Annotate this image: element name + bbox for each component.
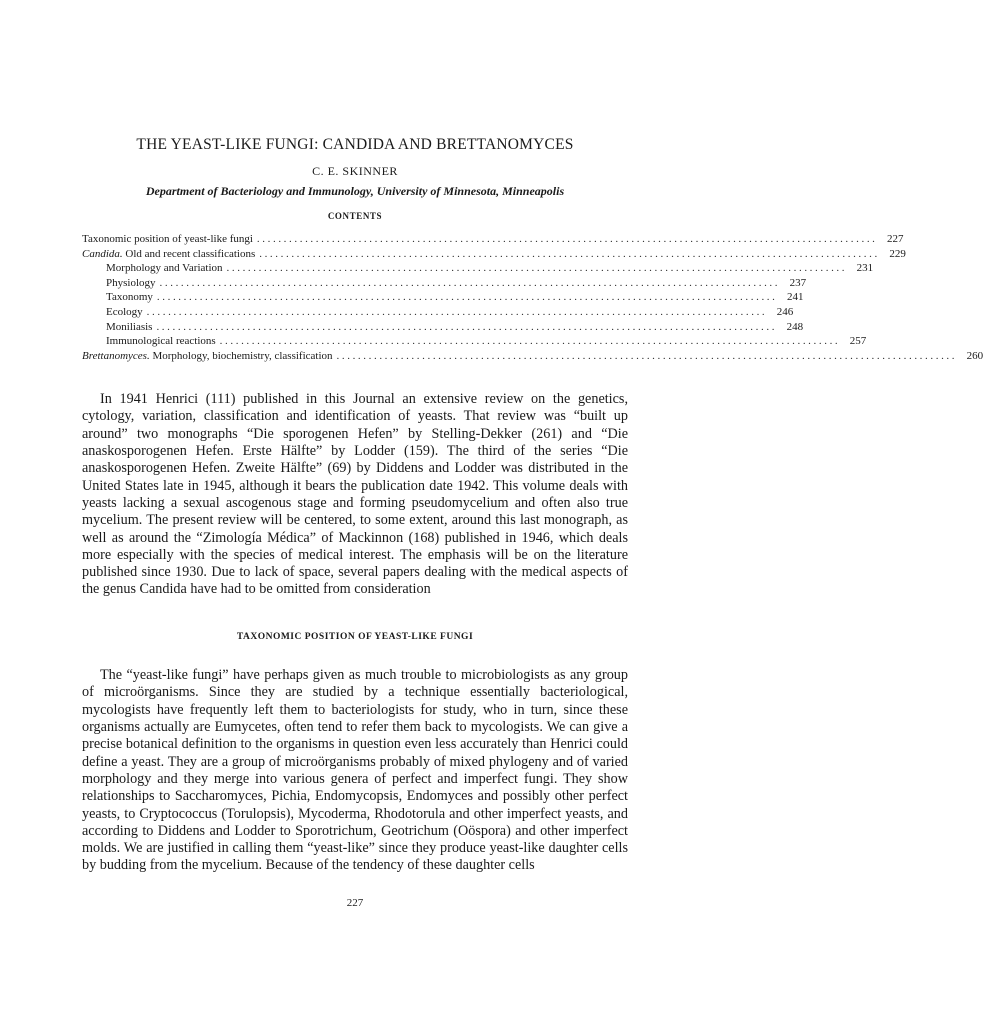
toc-leader-dots: .................................................................................................................... xyxy=(226,262,848,275)
toc-leader-dots: .................................................................................................................... xyxy=(336,349,958,362)
toc-entry[interactable] xyxy=(82,349,983,364)
toc-entry-label: Physiology xyxy=(106,276,156,289)
toc-leader-dots: .................................................................................................................... xyxy=(146,305,768,318)
author-name: C. E. SKINNER xyxy=(312,164,398,178)
toc-entry[interactable] xyxy=(82,290,804,305)
toc-entry[interactable] xyxy=(82,261,874,276)
toc-leader-dots: .................................................................................................................... xyxy=(219,335,841,348)
toc-entry-page: 229 xyxy=(889,247,906,260)
toc-entry[interactable] xyxy=(82,334,867,349)
toc-entry-page: 227 xyxy=(887,233,904,245)
author-affiliation: Department of Bacteriology and Immunology, University of Minnesota, Minneapolis xyxy=(145,184,565,198)
toc-entry-page: 257 xyxy=(849,335,867,348)
toc-entry-label: Brettanomyces. Morphology, biochemistry, classification xyxy=(82,349,333,362)
toc-entry[interactable] xyxy=(82,305,794,320)
toc-entry[interactable] xyxy=(82,232,904,247)
toc-entry-label: Taxonomic position of yeast-like fungi xyxy=(82,233,253,245)
toc-entry-label: Moniliasis xyxy=(106,320,153,333)
toc-entry-page: 248 xyxy=(786,320,804,333)
toc-entry-page: 241 xyxy=(787,291,804,304)
toc-leader-dots: .................................................................................................................... xyxy=(256,233,878,245)
toc-entry-label: Candida. Old and recent classifications xyxy=(82,247,256,260)
page-number: 227 xyxy=(346,897,364,909)
article-title: THE YEAST-LIKE FUNGI: CANDIDA AND BRETTANOMYCES xyxy=(136,136,574,153)
toc-entry-label: Immunological reactions xyxy=(106,335,216,348)
toc-entry[interactable] xyxy=(82,276,807,291)
toc-leader-dots: .................................................................................................................... xyxy=(156,320,778,333)
table-of-contents xyxy=(82,232,983,363)
contents-heading: CONTENTS xyxy=(327,211,383,221)
toc-leader-dots: .................................................................................................................... xyxy=(159,276,781,289)
toc-entry-page: 231 xyxy=(856,262,874,275)
section-heading: TAXONOMIC POSITION OF YEAST-LIKE FUNGI xyxy=(236,632,474,642)
toc-entry-page: 260 xyxy=(966,349,983,362)
toc-entry-label: Taxonomy xyxy=(106,291,153,304)
toc-entry[interactable] xyxy=(82,320,804,335)
toc-entry-page: 237 xyxy=(789,276,807,289)
toc-leader-dots: .................................................................................................................... xyxy=(259,247,880,260)
toc-leader-dots: .................................................................................................................... xyxy=(156,291,778,304)
toc-entry-page: 246 xyxy=(776,305,794,318)
section-paragraph: The “yeast-like fungi” have perhaps given as much trouble to microbiologists as any group of microörganisms. Since they are studied by a technique essentially bacteriological, mycologists have frequently left them to bacteriologists for study, who in turn, since these organisms actually are Eumycetes, often tend to refer them back to mycologists. We can give a precise botanical definition to the organisms in question even less accurately than Henrici could define a yeast. They are a group of microörganisms probably of mixed phylogeny and of varied morphology and they merge into various genera of perfect and imperfect fungi. They show relationships to Saccharomyces, Pichia, Endomycopsis, Endomyces and possibly other perfect yeasts, to Cryptococcus (Torulopsis), Mycoderma, Rhodotorula and other imperfect yeasts, and according to Diddens and Lodder to Sporotrichum, Geotrichum (Oöspora) and other imperfect molds. We are justified in calling them “yeast-like” since they produce yeast-like daughter cells by budding from the mycelium. Because of the tendency of these daughter cells xyxy=(82,667,628,874)
toc-entry-label: Ecology xyxy=(106,305,143,318)
toc-entry-label: Morphology and Variation xyxy=(106,262,223,275)
intro-paragraph: In 1941 Henrici (111) published in this Journal an extensive review on the genetics, cytology, variation, classification and identification of yeasts. That review was “built up around” two monographs “Die sporogenen Hefen” by Stelling-Dekker (261) and “Die anaskosporogenen Hefen. Erste Hälfte” by Lodder (159). The third of the series “Die anaskosporogenen Hefen. Zweite Hälfte” (69) by Diddens and Lodder was distributed in the United States late in 1945, although it bears the publication date 1942. This volume deals with yeasts lacking a sexual ascogenous stage and forming pseudomycelium and often also true mycelium. The present review will be centered, to some extent, around this last monograph, as well as around the “Zimología Médica” of Mackinnon (168) published in 1946, which deals more especially with the species of medical interest. The emphasis will be on the literature published since 1930. Due to lack of space, several papers dealing with the medical aspects of the genus Candida have had to be omitted from consideration xyxy=(82,391,628,598)
toc-entry[interactable] xyxy=(82,247,906,262)
